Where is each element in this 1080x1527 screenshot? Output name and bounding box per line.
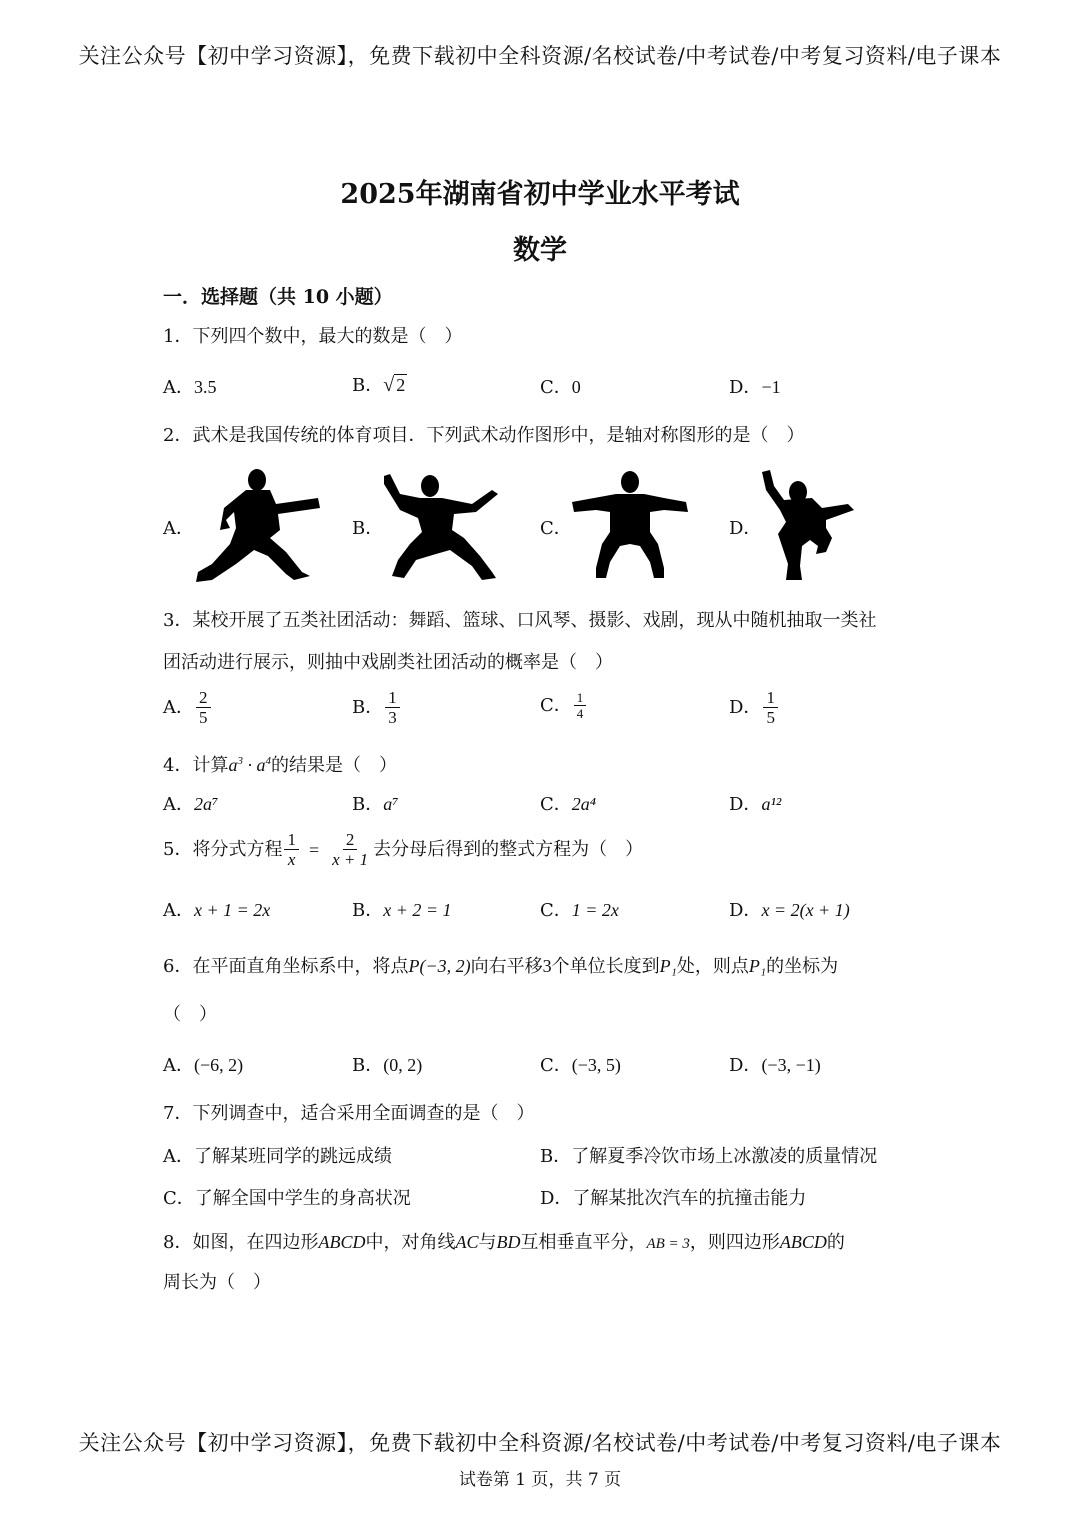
figure-b-martial-arts-silhouette	[380, 468, 505, 584]
page-number: 试卷第 1 页，共 7 页	[458, 1470, 622, 1490]
question-6-stem: 6．在平面直角坐标系中，将点P(−3, 2)向右平移3个单位长度到P₁处，则点P₁的坐标为	[163, 956, 839, 977]
header-banner: 关注公众号【初中学习资源】，免费下载初中全科资源/名校试卷/中考试卷/中考复习资料/电子课本	[78, 44, 1002, 68]
footer-banner: 关注公众号【初中学习资源】，免费下载初中全科资源/名校试卷/中考试卷/中考复习资料/电子课本	[78, 1431, 1002, 1455]
q1-option-a: A．3.5	[163, 377, 217, 398]
q3-option-c: C． $\frac{1}{4}$	[540, 690, 588, 721]
q3-option-b: B． $\frac{1}{3}$	[352, 688, 402, 727]
q4-option-c: C．2a⁴	[540, 794, 597, 815]
q5-option-c: C．1 = 2x	[540, 900, 619, 921]
figure-c-martial-arts-silhouette	[568, 468, 693, 584]
q5-option-d: D．x = 2(x + 1)	[729, 900, 850, 921]
question-7-stem: 7．下列调查中，适合采用全面调查的是（ ）	[163, 1103, 535, 1124]
section-heading: 一．选择题（共 10 小题）	[163, 286, 393, 308]
q1-option-d: D．−1	[729, 377, 781, 398]
q1-option-c: C．0	[540, 377, 581, 398]
question-8-stem-line1: 8．如图，在四边形ABCD中，对角线AC与BD互相垂直平分，AB = 3，则四边形ABCD的	[163, 1232, 845, 1253]
q6-option-a: A．(−6, 2)	[163, 1055, 244, 1076]
figure-d-martial-arts-silhouette	[758, 468, 858, 584]
q2-option-a-label: A．	[163, 518, 194, 539]
q4-option-b: B．a⁷	[352, 794, 399, 815]
question-3-stem-line1: 3．某校开展了五类社团活动：舞蹈、篮球、口风琴、摄影、戏剧，现从中随机抽取一类社	[163, 610, 877, 631]
question-1-stem: 1．下列四个数中，最大的数是（ ）	[163, 326, 463, 347]
question-3-stem-line2: 团活动进行展示，则抽中戏剧类社团活动的概率是（ ）	[163, 652, 613, 673]
exam-title: 2025年湖南省初中学业水平考试	[340, 179, 740, 210]
q5-option-b: B．x + 2 = 1	[352, 900, 452, 921]
q7-option-c: C．了解全国中学生的身高状况	[163, 1188, 411, 1209]
question-5-stem: 5．将分式方程 $\frac{1}{x}$ = $\frac{2}{x + 1}$ 去分母后得到的整式方程为（ ）	[163, 830, 644, 869]
figure-a-martial-arts-silhouette	[190, 468, 325, 584]
question-6-paren: （ ）	[163, 1004, 217, 1025]
question-2-stem: 2．武术是我国传统的体育项目．下列武术动作图形中，是轴对称图形的是（ ）	[163, 425, 805, 446]
q2-option-d-label: D．	[729, 518, 762, 539]
question-4-stem: 4．计算$a^3 \cdot a^4$的结果是（ ）	[163, 755, 397, 776]
q7-option-b: B．了解夏季冷饮市场上冰激凌的质量情况	[540, 1146, 878, 1167]
subject-title: 数学	[513, 235, 567, 266]
q3-option-d: D． $\frac{1}{5}$	[729, 688, 780, 727]
question-8-stem-line2: 周长为（ ）	[163, 1272, 271, 1293]
q7-option-a: A．了解某班同学的跳远成绩	[163, 1146, 392, 1167]
q6-option-c: C．(−3, 5)	[540, 1055, 621, 1076]
q2-option-b-label: B．	[352, 518, 384, 539]
q6-option-b: B．(0, 2)	[352, 1055, 423, 1076]
q5-option-a: A．x + 1 = 2x	[163, 900, 271, 921]
q6-option-d: D．(−3, −1)	[729, 1055, 821, 1076]
q4-option-d: D．a¹²	[729, 794, 782, 815]
q4-option-a: A．2a⁷	[163, 794, 219, 815]
q7-option-d: D．了解某批次汽车的抗撞击能力	[540, 1188, 807, 1209]
q3-option-a: A． $\frac{2}{5}$	[163, 688, 213, 727]
q2-option-c-label: C．	[540, 518, 572, 539]
q1-option-b: B．√ 2	[352, 374, 406, 396]
